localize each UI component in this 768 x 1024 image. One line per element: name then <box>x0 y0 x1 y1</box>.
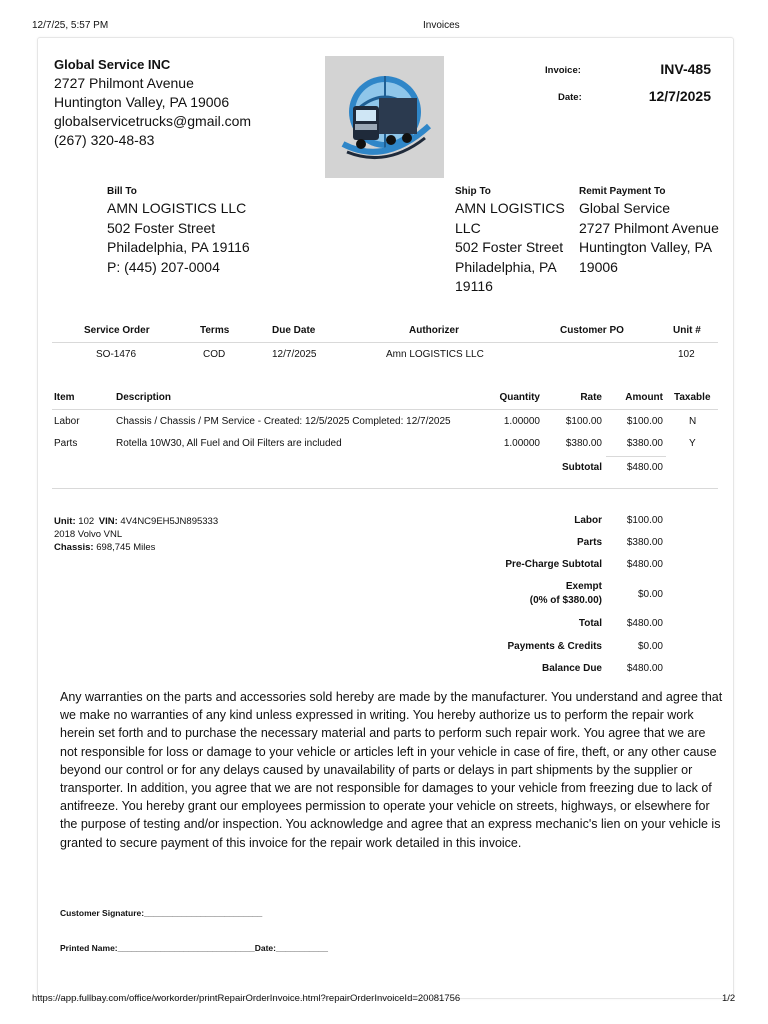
ship-to-line4: Philadelphia, PA <box>455 258 557 275</box>
terms-line: herein set forth and to purchase the necessary material and parts to perform such repair work. You agree that we are <box>60 726 706 741</box>
bill-to-label: Bill To <box>107 186 137 197</box>
ship-to-line1: AMN LOGISTICS <box>455 200 565 216</box>
order-unit: 102 <box>678 349 695 360</box>
terms-line: transporter. In addition, you agree that we are not responsible for damages to your vehicle from freezing due to lack of <box>60 781 712 796</box>
order-header-unit: Unit # <box>673 325 701 336</box>
summary-payments-value: $0.00 <box>637 641 663 652</box>
items-header-description: Description <box>116 392 172 403</box>
ship-to-block <box>455 186 565 297</box>
remit-to-line3: Huntington Valley, PA <box>579 239 713 255</box>
truck-globe-icon <box>325 56 444 178</box>
vin-label: VIN: <box>98 516 118 527</box>
bill-to-name: AMN LOGISTICS LLC <box>107 200 247 216</box>
summary-balance-value: $480.00 <box>626 663 663 674</box>
summary-precharge-label: Pre-Charge Subtotal <box>505 559 602 570</box>
summary-exempt-label: Exempt <box>565 581 602 592</box>
item-type: Labor <box>54 416 80 427</box>
items-header-rate: Rate <box>580 392 602 403</box>
summary-total-value: $480.00 <box>626 618 663 629</box>
customer-signature-line: Customer Signature:_________________________ <box>60 908 263 918</box>
terms-line: the purpose of testing and/or inspection. You acknowledge and agree that an express mechanic's lien on your vehicle is <box>60 817 721 832</box>
items-header-amount: Amount <box>625 392 663 403</box>
subtotal-value: $480.00 <box>626 462 663 473</box>
remit-to-block <box>579 186 719 277</box>
item-taxable: Y <box>689 438 696 449</box>
terms-line: antifreeze. You hereby grant our employees permission to operate your vehicle on streets, highways, or elsewhere for <box>60 799 710 814</box>
item-rate: $380.00 <box>565 438 602 449</box>
item-amount: $380.00 <box>626 438 663 449</box>
ship-to-line3: 502 Foster Street <box>455 239 564 255</box>
terms-line: Any warranties on the parts and accessories sold hereby are made by the manufacturer. You understand and agree that <box>60 690 723 704</box>
ship-to-label: Ship To <box>455 186 491 197</box>
subtotal-rule <box>606 456 666 457</box>
unit-info-block <box>54 515 218 554</box>
chassis-value: 698,745 Miles <box>96 542 156 553</box>
order-table-rule <box>52 342 718 343</box>
vehicle-model: 2018 Volvo VNL <box>54 529 123 540</box>
print-url: https://app.fullbay.com/office/workorder/printRepairOrderInvoice.html?repairOrderInvoiceId=20081756 <box>32 993 461 1004</box>
item-quantity: 1.00000 <box>503 416 540 427</box>
company-block <box>54 57 251 150</box>
remit-to-line2: 2727 Philmont Avenue <box>579 219 719 236</box>
summary-total-label: Total <box>578 618 602 629</box>
order-terms: COD <box>203 349 226 360</box>
item-type: Parts <box>54 438 78 449</box>
remit-to-line1: Global Service <box>579 200 671 216</box>
bill-to-block <box>107 186 250 277</box>
remit-to-line4: 19006 <box>579 258 618 275</box>
order-authorizer: Amn LOGISTICS LLC <box>386 349 484 360</box>
terms-line: granted to secure payment of this invoice for the repair work detailed in this invoice. <box>60 835 522 850</box>
print-page-number: 1/2 <box>722 993 736 1004</box>
item-description: Rotella 10W30, All Fuel and Oil Filters are included <box>116 438 342 449</box>
order-due-date: 12/7/2025 <box>272 349 317 360</box>
invoice-date: 12/7/2025 <box>648 88 711 104</box>
vin-value: 4V4NC9EH5JN895333 <box>120 516 219 527</box>
invoice-label: Invoice: <box>545 65 581 76</box>
summary-labor-label: Labor <box>574 515 602 526</box>
company-name: Global Service INC <box>54 57 171 72</box>
items-table-rule <box>52 409 718 410</box>
order-service-order: SO-1476 <box>96 349 137 360</box>
item-quantity: 1.00000 <box>503 438 540 449</box>
summary-parts-label: Parts <box>576 537 602 548</box>
printed-name-line: Printed Name:_____________________________Date:___________ <box>60 943 328 953</box>
company-phone: (267) 320-48-83 <box>54 132 155 148</box>
chassis-label: Chassis: <box>54 542 94 553</box>
company-email: globalservicetrucks@gmail.com <box>54 113 252 129</box>
bill-to-phone: P: (445) 207-0004 <box>107 258 220 275</box>
order-header-service-order: Service Order <box>84 325 150 336</box>
terms-line: not responsible for loss or damage to your vehicle or articles left in your vehicle in case of fire, theft, or any other cause <box>60 744 717 759</box>
print-title: Invoices <box>423 20 460 31</box>
section-divider <box>52 488 718 489</box>
order-header-authorizer: Authorizer <box>409 325 459 336</box>
remit-to-label: Remit Payment To <box>579 186 666 197</box>
company-logo <box>325 56 444 178</box>
items-header-taxable: Taxable <box>674 392 711 403</box>
bill-to-city: Philadelphia, PA 19116 <box>107 239 250 255</box>
terms-line: we make no warranties of any kind unless expressed in writing. You hereby authorize us to perform the repair work <box>60 708 694 723</box>
terms-line: beyond our control or for any delays caused by unavailability of parts or delays in part shipments by the supplier or <box>60 762 693 777</box>
order-header-customer-po: Customer PO <box>560 325 624 336</box>
items-header-quantity: Quantity <box>499 392 540 403</box>
invoice-number: INV-485 <box>660 61 711 77</box>
item-description: Chassis / Chassis / PM Service - Created: 12/5/2025 Completed: 12/7/2025 <box>116 416 451 427</box>
date-label: Date: <box>558 92 582 103</box>
items-header-item: Item <box>54 392 75 403</box>
unit-label: Unit: <box>54 516 76 527</box>
order-header-terms: Terms <box>200 325 230 336</box>
summary-exempt-value: $0.00 <box>637 589 663 600</box>
bill-to-street: 502 Foster Street <box>107 219 216 236</box>
company-address1: 2727 Philmont Avenue <box>54 75 194 91</box>
summary-exempt-sub: (0% of $380.00) <box>529 595 602 606</box>
unit-value: 102 <box>78 516 95 527</box>
summary-labor-value: $100.00 <box>626 515 663 526</box>
summary-balance-label: Balance Due <box>541 663 602 674</box>
item-rate: $100.00 <box>565 416 602 427</box>
summary-precharge-value: $480.00 <box>626 559 663 570</box>
summary-parts-value: $380.00 <box>626 537 663 548</box>
ship-to-line5: 19116 <box>455 278 493 294</box>
warranty-terms <box>60 688 723 852</box>
item-amount: $100.00 <box>626 416 663 427</box>
print-datetime: 12/7/25, 5:57 PM <box>32 20 109 31</box>
ship-to-line2: LLC <box>455 219 481 236</box>
subtotal-label: Subtotal <box>562 462 602 473</box>
item-taxable: N <box>689 416 697 427</box>
order-header-due-date: Due Date <box>272 325 316 336</box>
summary-payments-label: Payments & Credits <box>507 641 602 652</box>
company-address2: Huntington Valley, PA 19006 <box>54 94 230 110</box>
